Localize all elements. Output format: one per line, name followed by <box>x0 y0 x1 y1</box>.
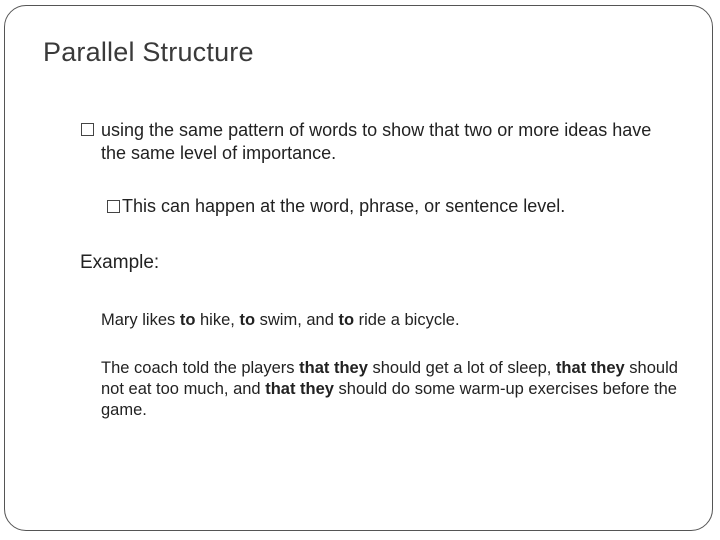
example-1-text: Mary likes <box>101 311 180 329</box>
example-1-text: swim, and <box>255 311 339 329</box>
example-1-emphasis: to <box>338 311 355 329</box>
slide-title: Parallel Structure <box>43 37 254 67</box>
example-1-text: hike, <box>195 311 240 329</box>
example-sentence-2 <box>101 358 681 421</box>
bullet-level <box>107 195 565 218</box>
example-1-emphasis: to <box>179 311 196 329</box>
bullet-definition-text: using the same pattern of words to show that two or more ideas have the same level of importance. <box>101 120 652 163</box>
example-sentence-1 <box>101 310 460 331</box>
example-1-text: ride a bicycle. <box>354 311 460 329</box>
bullet-level-text: This can happen at the word, phrase, or sentence level. <box>122 196 566 216</box>
checkbox-bullet-icon <box>81 123 94 136</box>
example-2-text: The coach told the players <box>101 359 300 377</box>
example-2-emphasis: that they <box>265 380 334 398</box>
bullet-definition <box>81 119 661 165</box>
example-2-text: should not eat too much, and <box>101 359 678 398</box>
checkbox-bullet-icon <box>107 200 120 213</box>
example-2-emphasis: that they <box>555 359 625 377</box>
example-2-emphasis: that they <box>299 359 368 377</box>
example-2-text: should do some warm-up exercises before the game. <box>101 380 677 419</box>
example-1-emphasis: to <box>239 311 256 329</box>
example-2-text: should get a lot of sleep, <box>367 359 556 377</box>
example-label: Example: <box>80 252 160 273</box>
